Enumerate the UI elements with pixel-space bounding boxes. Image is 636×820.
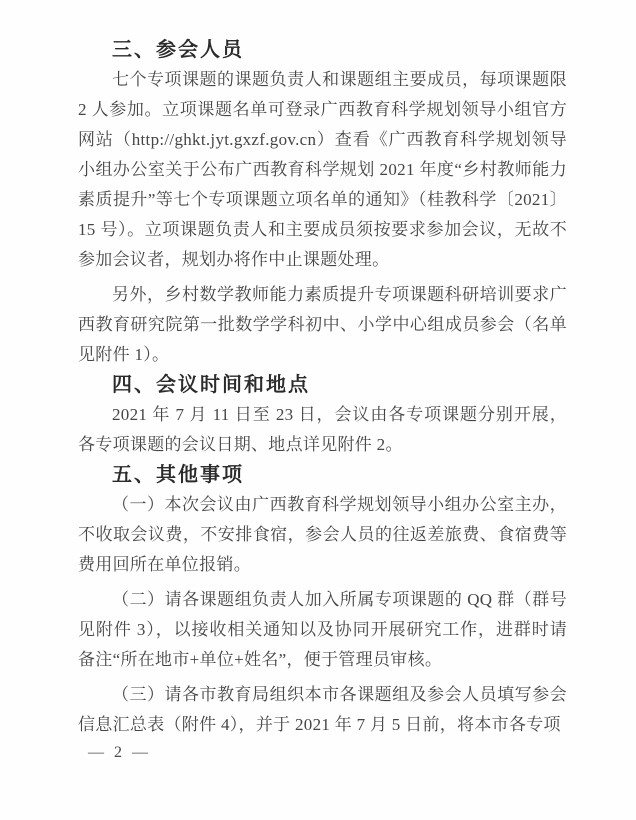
paragraph: （一）本次会议由广西教育科学规划领导小组办公室主办，不收取会议费，不安排食宿，参会人员的往返差旅费、食宿费等费用回所在单位报销。 (78, 495, 567, 574)
paragraph: （三）请各市教育局组织本市各课题组及参会人员填写参会信息汇总表（附件 4），并于 2021 年 7 月 5 日前，将本市各专项 (78, 685, 567, 734)
paragraph: （二）请各课题组负责人加入所属专项课题的 QQ 群（群号见附件 3），以接收相关通知以及协同开展研究工作，进群时请备注“所在地市+单位+姓名”，便于管理员审核。 (78, 590, 567, 669)
page-number: — 2 — (88, 744, 151, 761)
paragraph: 另外，乡村数学教师能力素质提升专项课题科研培训要求广西教育研究院第一批数学学科初中、小学中心组成员参会（名单见附件 1）。 (78, 285, 567, 364)
paragraph: 七个专项课题的课题负责人和课题组主要成员，每项课题限 2 人参加。立项课题名单可登录广西教育科学规划领导小组官方网站（http://ghkt.jyt.gxzf.gov.cn）查看《广西教育科学规划领导小组办公室关于公布广西教育科学规划 2021 年度“乡村教师能力素质提升”等七个专项课题立项名单的通知》（桂教科学〔2021〕15 号）。立项课题负责人和主要成员须按要求参加会议，无故不参加会议者，规划办将作中止课题处理。 (78, 70, 567, 269)
section-heading: 五、其他事项 (112, 464, 244, 486)
section-heading: 三、参会人员 (112, 39, 244, 61)
section-heading: 四、会议时间和地点 (112, 374, 310, 396)
paragraph: 2021 年 7 月 11 日至 23 日，会议由各专项课题分别开展，各专项课题的会议日期、地点详见附件 2。 (78, 405, 567, 454)
document-body (78, 35, 567, 740)
